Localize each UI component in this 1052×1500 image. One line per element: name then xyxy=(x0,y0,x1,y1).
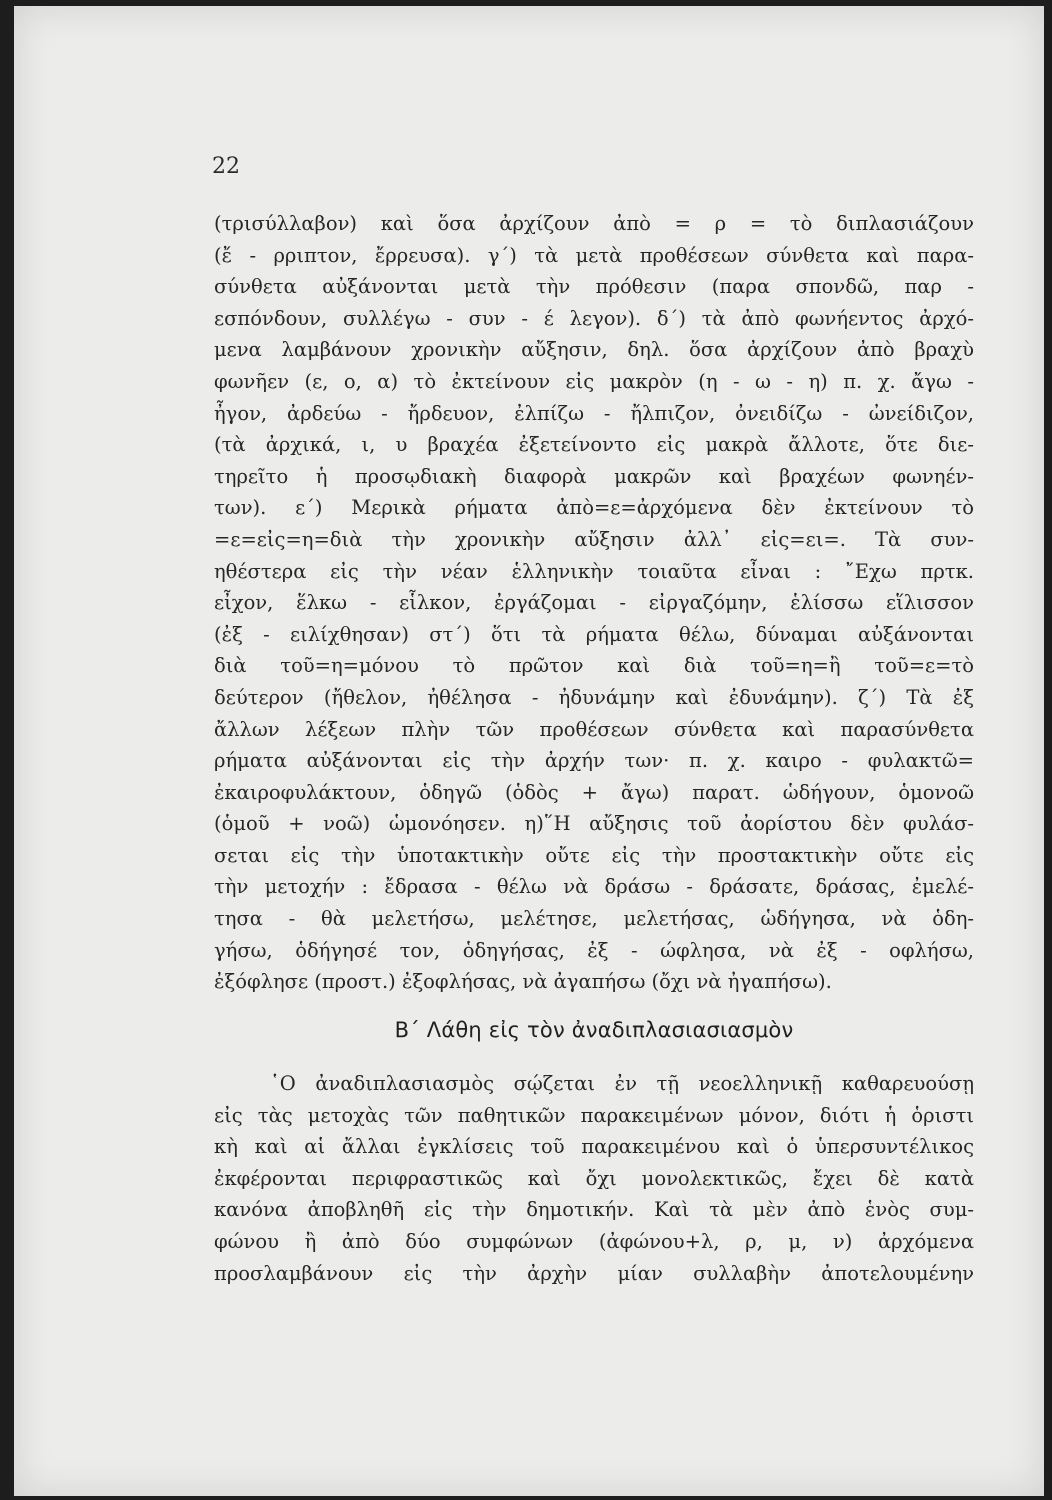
text-line: τησα - θὰ μελετήσω, μελέτησε, μελετήσας, ὡδήγησα, νὰ ὁδη- xyxy=(214,907,974,931)
paragraph-augment xyxy=(214,208,974,998)
text-line: εσπόνδουν, συλλέγω - συν - έ λεγον). δ΄) τὰ ἀπὸ φωνήεντος ἀρχό- xyxy=(214,306,974,330)
text-line: =ε=εἰς=η=διὰ τὴν χρονικὴν αὔξησιν ἀλλ᾽ εἰς=ει=. Τὰ συν- xyxy=(214,527,974,551)
text-line: (τὰ ἀρχικά, ι, υ βραχέα ἐξετείνοντο εἰς μακρὰ ἄλλοτε, ὅτε διε- xyxy=(214,433,974,457)
text-line: ἦγον, ἀρδεύω - ἤρδευον, ἐλπίζω - ἤλπιζον, ὀνειδίζω - ὠνείδιζον, xyxy=(214,401,974,425)
book-page xyxy=(14,6,1044,1496)
text-line: ηθέστερα εἰς τὴν νέαν ἑλληνικὴν τοιαῦτα εἶναι : ῎Εχω πρτκ. xyxy=(214,559,974,583)
text-line: τηρεῖτο ἡ προσῳδιακὴ διαφορὰ μακρῶν καὶ βραχέων φωνηέν- xyxy=(214,464,974,488)
text-line: ρήματα αὐξάνονται εἰς τὴν ἀρχήν των· π. χ. καιρο - φυλακτῶ= xyxy=(214,749,974,773)
page-number: 22 xyxy=(212,154,240,179)
text-line: ῾Ο ἀναδιπλασιασμὸς σῴζεται ἐν τῇ νεοελληνικῇ καθαρευούσῃ xyxy=(270,1072,974,1095)
text-line: δεύτερον (ἤθελον, ἠθέλησα - ἠδυνάμην καὶ ἐδυνάμην). ζ΄) Τὰ ἐξ xyxy=(214,685,974,709)
text-line: (ἐξ - ειλίχθησαν) στ΄) ὅτι τὰ ρήματα θέλω, δύναμαι αὐξάνονται xyxy=(214,622,974,646)
text-line: σεται εἰς τὴν ὑποτακτικὴν οὔτε εἰς τὴν προστακτικὴν οὔτε εἰς xyxy=(214,843,974,867)
text-line: προσλαμβάνουν εἰς τὴν ἀρχὴν μίαν συλλαβὴν ἀποτελουμένην xyxy=(214,1261,974,1285)
text-line: τὴν μετοχήν : ἔδρασα - θέλω νὰ δράσω - δράσατε, δράσας, ἐμελέ- xyxy=(214,875,974,899)
text-line: (ἔ - ρριπτον, ἔρρευσα). γ΄) τὰ μετὰ προθέσεων σύνθετα καὶ παρα- xyxy=(214,243,974,267)
text-line: ἄλλων λέξεων πλὴν τῶν προθέσεων σύνθετα καὶ παρασύνθετα xyxy=(214,717,974,741)
text-line: εἶχον, ἕλκω - εἷλκον, ἐργάζομαι - εἰργαζόμην, ἑλίσσω εἵλισσον xyxy=(214,591,974,615)
text-line: κὴ καὶ αἱ ἄλλαι ἐγκλίσεις τοῦ παρακειμένου καὶ ὁ ὑπερσυντέλικος xyxy=(214,1135,974,1159)
text-line: κανόνα ἀποβληθῆ εἰς τὴν δημοτικήν. Καὶ τὰ μὲν ἀπὸ ἑνὸς συμ- xyxy=(214,1198,974,1222)
text-line: (ὁμοῦ + νοῶ) ὡμονόησεν. η)῞Η αὔξησις τοῦ ἀορίστου δὲν φυλάσ- xyxy=(214,812,974,836)
section-heading: Β΄ Λάθη εἰς τὸν ἀναδιπλασιασιασμὸν xyxy=(394,1018,794,1042)
text-line: των). ε΄) Μερικὰ ρήματα ἀπὸ=ε=ἀρχόμενα δὲν ἐκτείνουν τὸ xyxy=(214,496,974,520)
text-line: γήσω, ὁδήγησέ τον, ὁδηγήσας, ἐξ - ώφλησα, νὰ ἐξ - οφλήσω, xyxy=(214,938,974,962)
text-line: ἐκφέρονται περιφραστικῶς καὶ ὄχι μονολεκτικῶς, ἔχει δὲ κατὰ xyxy=(214,1166,974,1190)
text-line: ἐκαιροφυλάκτουν, ὁδηγῶ (ὁδὸς + ἄγω) παρατ. ὡδήγουν, ὁμονοῶ xyxy=(214,780,974,804)
text-line: (τρισύλλαβον) καὶ ὅσα ἀρχίζουν ἀπὸ = ρ = τὸ διπλασιάζουν xyxy=(214,212,974,235)
text-line: διὰ τοῦ=η=μόνου τὸ πρῶτον καὶ διὰ τοῦ=η=ἢ τοῦ=ε=τὸ xyxy=(214,654,974,678)
text-line: μενα λαμβάνουν χρονικὴν αὔξησιν, δηλ. ὅσα ἀρχίζουν ἀπὸ βραχὺ xyxy=(214,338,974,362)
text-line: φώνου ἢ ἀπὸ δύο συμφώνων (ἀφώνου+λ, ρ, μ, ν) ἀρχόμενα xyxy=(214,1229,974,1253)
text-line: σύνθετα αὐξάνονται μετὰ τὴν πρόθεσιν (παρα σπονδῶ, παρ - xyxy=(214,275,974,299)
text-line: ἐξόφλησε (προστ.) ἐξοφλήσας, νὰ ἀγαπήσω (ὄχι νὰ ἠγαπήσω). xyxy=(214,970,832,994)
paragraph-reduplication xyxy=(214,1068,974,1289)
text-line: εἰς τὰς μετοχὰς τῶν παθητικῶν παρακειμένων μόνον, διότι ἡ ὁριστι xyxy=(214,1103,974,1127)
text-line: φωνῆεν (ε, ο, α) τὸ ἐκτείνουν εἰς μακρὸν (η - ω - η) π. χ. ἄγω - xyxy=(214,369,974,393)
